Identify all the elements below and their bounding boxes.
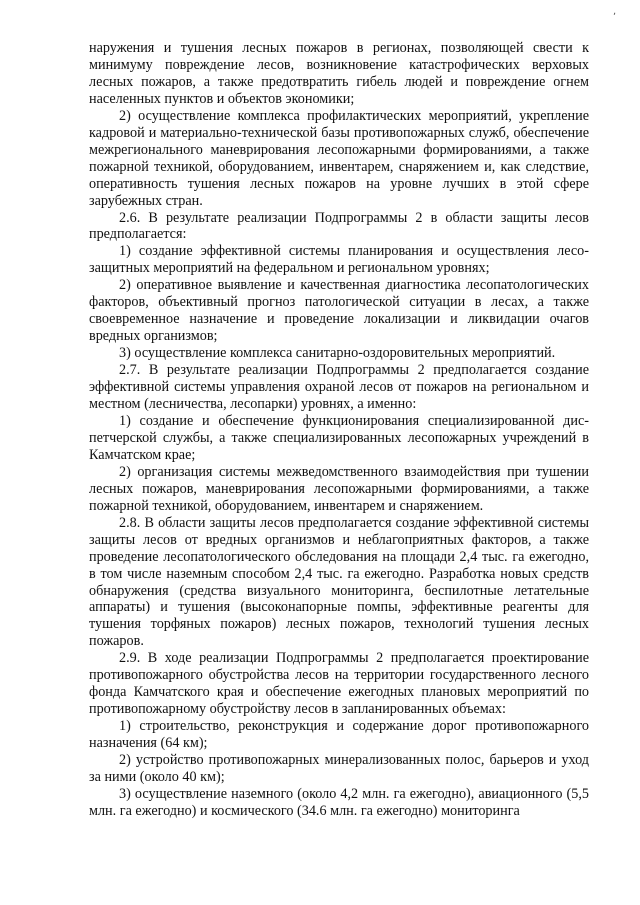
paragraph: 2) устройство противопожарных минерализованных полос, барьеров и уход за ними (около 40 км); <box>89 752 589 785</box>
section-2-6: 2.6. В результате реализации Подпрограммы 2 в области защиты лесов предполагается: <box>89 209 589 243</box>
paragraph: 2) осуществление комплекса профилактических мероприятий, укрепление кадровой и материально-технической базы противопожарных служб, обеспечение межрегионального маневрирования лесопожарными формированиями, а также пожарной техникой, оборудованием, инвентарем, снаряжением и, как следствие, оперативность тушения лесных пожаров на уровне лучших в этой сфере зарубежных стран. <box>89 107 589 209</box>
paragraph: 1) создание эффективной системы планирования и осуществления лесозащитных мероприятий на федеральном и региональном уровнях; <box>89 243 589 277</box>
section-2-8: 2.8. В области защиты лесов предполагается создание эффективной системы защиты лесов от вредных организмов и неблагоприятных факторов, а также проведение лесопатологического обследования на площади 2,4 тыс. га ежегодно, в том числе наземным способом 2,4 тыс. га ежегодно. Разработка новых средств обнаружения (средства визуального мониторинга, беспилотные летательные аппараты) и тушения (высоконапорные помпы, эффективные реагенты для тушения торфяных пожаров) лесных пожаров, технологий тушения лесных пожаров. <box>89 514 589 650</box>
paragraph: 1) создание и обеспечение функционирования специализированной диспетчерской службы, а также специализированных лесопожарных учреждений в Камчатском крае; <box>89 412 589 463</box>
paragraph: 2) оперативное выявление и качественная диагностика лесопатологических факторов, объективный прогноз патологической ситуации в лесах, а также своевременное назначение и проведение локализации и ликвидации очагов вредных организмов; <box>89 277 589 345</box>
paragraph-continuation: наружения и тушения лесных пожаров в регионах, позволяющей свести к минимуму повреждение лесов, возникновение катастрофических верховых лесных пожаров, а также предотвратить гибель людей и повреждение огнем населенных пунктов и объектов экономики; <box>89 40 589 107</box>
document-body <box>89 40 589 820</box>
paragraph: 3) осуществление комплекса санитарно-оздоровительных мероприятий. <box>119 345 556 362</box>
paragraph: 3) осуществление наземного (около 4,2 млн. га ежегодно), авиационного (5,5 млн. га ежегодно) и космического (34.6 млн. га ежегодно) мониторинга <box>89 785 589 819</box>
section-2-7: 2.7. В результате реализации Подпрограммы 2 предполагается создание эффективной системы управления охраной лесов от пожаров на региональном и местном (лесничества, лесопарки) уровнях, а именно: <box>89 362 589 413</box>
corner-mark: ٬ <box>612 12 616 23</box>
paragraph: 2) организация системы межведомственного взаимодействия при тушении лесных пожаров, маневрирования лесопожарными формированиями, а также пожарной техникой, оборудованием, инвентарем и снаряжением. <box>89 463 589 514</box>
paragraph: 1) строительство, реконструкция и содержание дорог противопожарного назначения (64 км); <box>89 718 589 752</box>
section-2-9: 2.9. В ходе реализации Подпрограммы 2 предполагается проектирование противопожарного обустройства лесов на территории государственного лесного фонда Камчатского края и обеспечение ежегодных плановых мероприятий по противопожарному обустройству лесов в запланированных объемах: <box>89 650 589 718</box>
